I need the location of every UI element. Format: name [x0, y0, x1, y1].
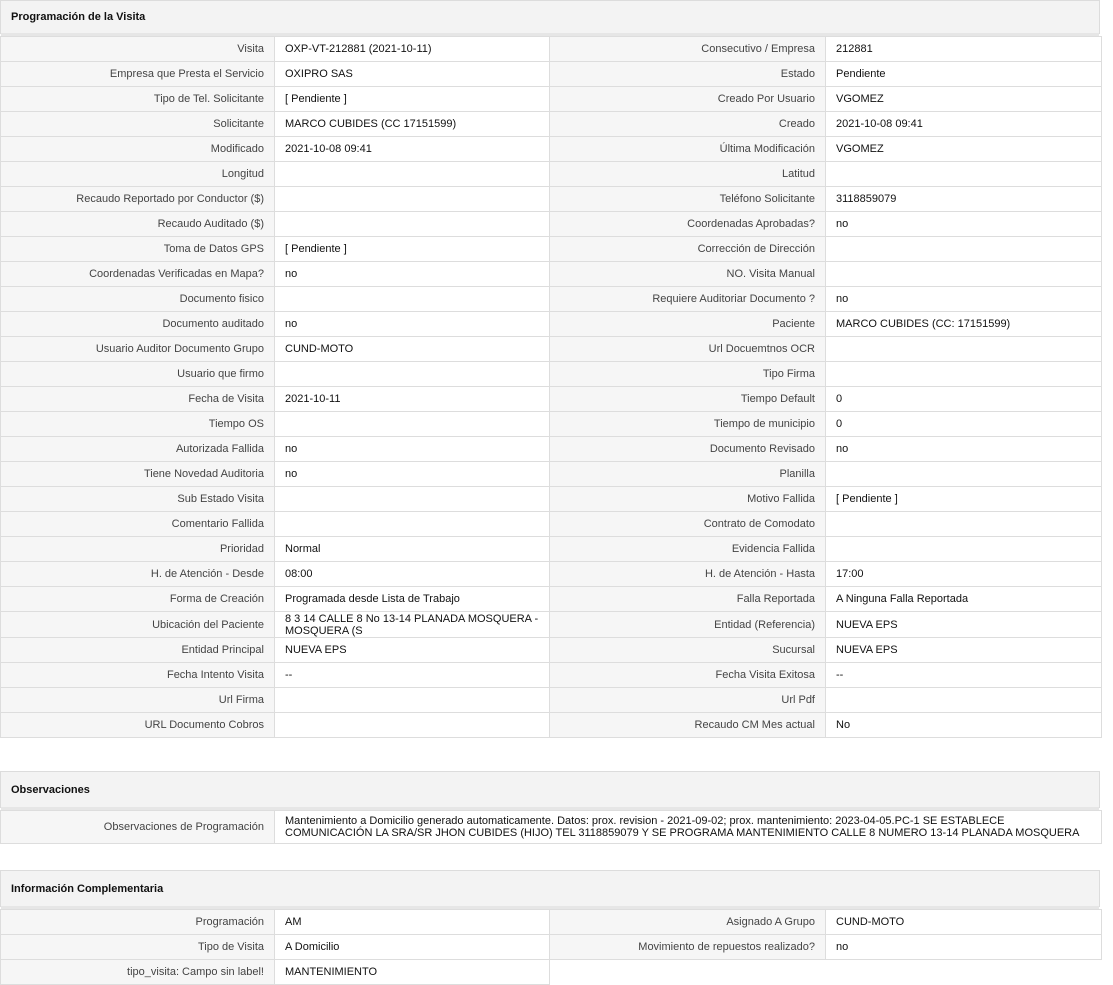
table-row: [1, 262, 1102, 287]
field-label: Comentario Fallida: [1, 512, 275, 537]
table-row: [1, 562, 1102, 587]
field-label: Teléfono Solicitante: [550, 187, 826, 212]
field-label: Usuario Auditor Documento Grupo: [1, 337, 275, 362]
field-label: Movimiento de repuestos realizado?: [550, 935, 826, 960]
field-value: [275, 187, 550, 212]
field-label: Paciente: [550, 312, 826, 337]
field-value: 0: [826, 387, 1102, 412]
observaciones-table: [0, 810, 1102, 844]
section-title: Información Complementaria: [11, 882, 164, 895]
field-label: Forma de Creación: [1, 587, 275, 612]
field-label: Sucursal: [550, 638, 826, 663]
programacion-table: [0, 36, 1102, 738]
field-value: [826, 512, 1102, 537]
observaciones-value: Mantenimiento a Domicilio generado automaticamente. Datos: prox. revision - 2021-09-02; prox. mantenimiento: 2023-04-05.PC-1 SE ESTABLECE COMUNICACIÓN LA SRA/SR JHON CUBIDES (HIJO) TEL 3118859079 Y SE PROGRAMA MANTENIMIENTO CALLE 8 NUMERO 13-14 PLANADA MOSQUERA: [275, 811, 1102, 844]
field-value: [826, 462, 1102, 487]
field-label: Prioridad: [1, 537, 275, 562]
table-row: [1, 537, 1102, 562]
field-value: [275, 162, 550, 187]
field-label: Longitud: [1, 162, 275, 187]
field-value: [826, 262, 1102, 287]
field-value: no: [275, 312, 550, 337]
field-value: no: [826, 437, 1102, 462]
field-value: [ Pendiente ]: [275, 87, 550, 112]
table-row: [1, 137, 1102, 162]
field-label: Observaciones de Programación: [1, 811, 275, 844]
field-label: Solicitante: [1, 112, 275, 137]
field-value: 2021-10-08 09:41: [826, 112, 1102, 137]
field-value: VGOMEZ: [826, 87, 1102, 112]
field-value: 2021-10-11: [275, 387, 550, 412]
field-value: no: [826, 935, 1102, 960]
table-row: [1, 960, 1102, 985]
field-value: [275, 688, 550, 713]
section-title: Observaciones: [11, 783, 90, 796]
field-value: no: [826, 212, 1102, 237]
table-row: [1, 87, 1102, 112]
field-label: Tiempo OS: [1, 412, 275, 437]
table-row: [1, 612, 1102, 638]
field-value: [ Pendiente ]: [826, 487, 1102, 512]
field-label: Tiempo Default: [550, 387, 826, 412]
field-label: Asignado A Grupo: [550, 910, 826, 935]
table-row: [1, 387, 1102, 412]
field-value: [826, 537, 1102, 562]
field-value: [ Pendiente ]: [275, 237, 550, 262]
field-value: no: [826, 287, 1102, 312]
field-value: --: [275, 663, 550, 688]
field-label: Tipo de Visita: [1, 935, 275, 960]
field-label: Tiene Novedad Auditoria: [1, 462, 275, 487]
field-value: [275, 287, 550, 312]
field-value: AM: [275, 910, 550, 935]
field-value: 2021-10-08 09:41: [275, 137, 550, 162]
field-label: Empresa que Presta el Servicio: [1, 62, 275, 87]
field-value: no: [275, 262, 550, 287]
field-value: MANTENIMIENTO: [275, 960, 550, 985]
field-label: Fecha Intento Visita: [1, 663, 275, 688]
field-label: Documento auditado: [1, 312, 275, 337]
table-row: [1, 287, 1102, 312]
field-value: [275, 713, 550, 738]
field-value: [826, 362, 1102, 387]
field-value: 212881: [826, 37, 1102, 62]
field-value: [826, 688, 1102, 713]
field-label: Documento fisico: [1, 287, 275, 312]
field-value: No: [826, 713, 1102, 738]
field-label: Usuario que firmo: [1, 362, 275, 387]
table-row: [1, 512, 1102, 537]
field-label: Requiere Auditoriar Documento ?: [550, 287, 826, 312]
field-value: Pendiente: [826, 62, 1102, 87]
field-value: [275, 212, 550, 237]
field-label: Sub Estado Visita: [1, 487, 275, 512]
field-value: MARCO CUBIDES (CC 17151599): [275, 112, 550, 137]
field-value: VGOMEZ: [826, 137, 1102, 162]
table-row: [1, 62, 1102, 87]
table-row: [1, 663, 1102, 688]
field-label: Planilla: [550, 462, 826, 487]
field-label: Recaudo Auditado ($): [1, 212, 275, 237]
table-row: [1, 638, 1102, 663]
field-label: H. de Atención - Desde: [1, 562, 275, 587]
field-label: Tipo de Tel. Solicitante: [1, 87, 275, 112]
field-label: Fecha de Visita: [1, 387, 275, 412]
field-label: Entidad (Referencia): [550, 612, 826, 638]
field-label: Última Modificación: [550, 137, 826, 162]
field-label: Consecutivo / Empresa: [550, 37, 826, 62]
field-label: Corrección de Dirección: [550, 237, 826, 262]
field-label: Motivo Fallida: [550, 487, 826, 512]
table-row: [1, 487, 1102, 512]
field-value: NUEVA EPS: [826, 638, 1102, 663]
field-label: Contrato de Comodato: [550, 512, 826, 537]
field-value: [826, 237, 1102, 262]
table-row: [1, 688, 1102, 713]
table-row: [1, 811, 1102, 844]
field-label: Estado: [550, 62, 826, 87]
field-value: 17:00: [826, 562, 1102, 587]
empty-cell: [550, 960, 826, 985]
field-label: Programación: [1, 910, 275, 935]
field-label: Visita: [1, 37, 275, 62]
table-row: [1, 713, 1102, 738]
field-label: Coordenadas Aprobadas?: [550, 212, 826, 237]
field-value: [275, 412, 550, 437]
field-value: [275, 512, 550, 537]
field-label: Evidencia Fallida: [550, 537, 826, 562]
table-row: [1, 587, 1102, 612]
field-value: 0: [826, 412, 1102, 437]
field-label: Url Pdf: [550, 688, 826, 713]
section-title: Programación de la Visita: [11, 11, 146, 23]
field-value: OXP-VT-212881 (2021-10-11): [275, 37, 550, 62]
field-label: tipo_visita: Campo sin label!: [1, 960, 275, 985]
field-label: Latitud: [550, 162, 826, 187]
field-label: Fecha Visita Exitosa: [550, 663, 826, 688]
field-label: Creado Por Usuario: [550, 87, 826, 112]
table-row: [1, 910, 1102, 935]
section-header-complementaria: [0, 870, 1100, 907]
field-value: 08:00: [275, 562, 550, 587]
field-label: Creado: [550, 112, 826, 137]
field-label: Entidad Principal: [1, 638, 275, 663]
field-label: Modificado: [1, 137, 275, 162]
field-label: Coordenadas Verificadas en Mapa?: [1, 262, 275, 287]
table-row: [1, 212, 1102, 237]
table-row: [1, 312, 1102, 337]
field-label: Tipo Firma: [550, 362, 826, 387]
table-row: [1, 162, 1102, 187]
field-value: --: [826, 663, 1102, 688]
field-value: [275, 362, 550, 387]
field-label: Ubicación del Paciente: [1, 612, 275, 638]
field-value: NUEVA EPS: [275, 638, 550, 663]
field-value: 3118859079: [826, 187, 1102, 212]
table-row: [1, 37, 1102, 62]
field-value: no: [275, 437, 550, 462]
field-value: no: [275, 462, 550, 487]
field-label: Autorizada Fallida: [1, 437, 275, 462]
table-row: [1, 112, 1102, 137]
field-label: H. de Atención - Hasta: [550, 562, 826, 587]
field-label: Toma de Datos GPS: [1, 237, 275, 262]
table-row: [1, 437, 1102, 462]
field-label: Recaudo Reportado por Conductor ($): [1, 187, 275, 212]
field-value: A Domicilio: [275, 935, 550, 960]
table-row: [1, 237, 1102, 262]
field-value: OXIPRO SAS: [275, 62, 550, 87]
field-value: CUND-MOTO: [826, 910, 1102, 935]
field-label: Url Firma: [1, 688, 275, 713]
section-header-programacion: [0, 0, 1100, 34]
field-value: A Ninguna Falla Reportada: [826, 587, 1102, 612]
field-label: URL Documento Cobros: [1, 713, 275, 738]
field-label: NO. Visita Manual: [550, 262, 826, 287]
table-row: [1, 187, 1102, 212]
table-row: [1, 412, 1102, 437]
field-label: Falla Reportada: [550, 587, 826, 612]
table-row: [1, 337, 1102, 362]
field-value: 8 3 14 CALLE 8 No 13-14 PLANADA MOSQUERA - MOSQUERA (S: [275, 612, 550, 638]
field-value: [826, 162, 1102, 187]
field-label: Documento Revisado: [550, 437, 826, 462]
table-row: [1, 362, 1102, 387]
empty-cell: [826, 960, 1102, 985]
field-value: [275, 487, 550, 512]
field-label: Url Docuemtnos OCR: [550, 337, 826, 362]
field-value: CUND-MOTO: [275, 337, 550, 362]
table-row: [1, 935, 1102, 960]
field-value: Programada desde Lista de Trabajo: [275, 587, 550, 612]
field-label: Tiempo de municipio: [550, 412, 826, 437]
table-row: [1, 462, 1102, 487]
field-value: [826, 337, 1102, 362]
field-value: Normal: [275, 537, 550, 562]
field-value: NUEVA EPS: [826, 612, 1102, 638]
section-header-observaciones: [0, 771, 1100, 808]
field-value: MARCO CUBIDES (CC: 17151599): [826, 312, 1102, 337]
field-label: Recaudo CM Mes actual: [550, 713, 826, 738]
